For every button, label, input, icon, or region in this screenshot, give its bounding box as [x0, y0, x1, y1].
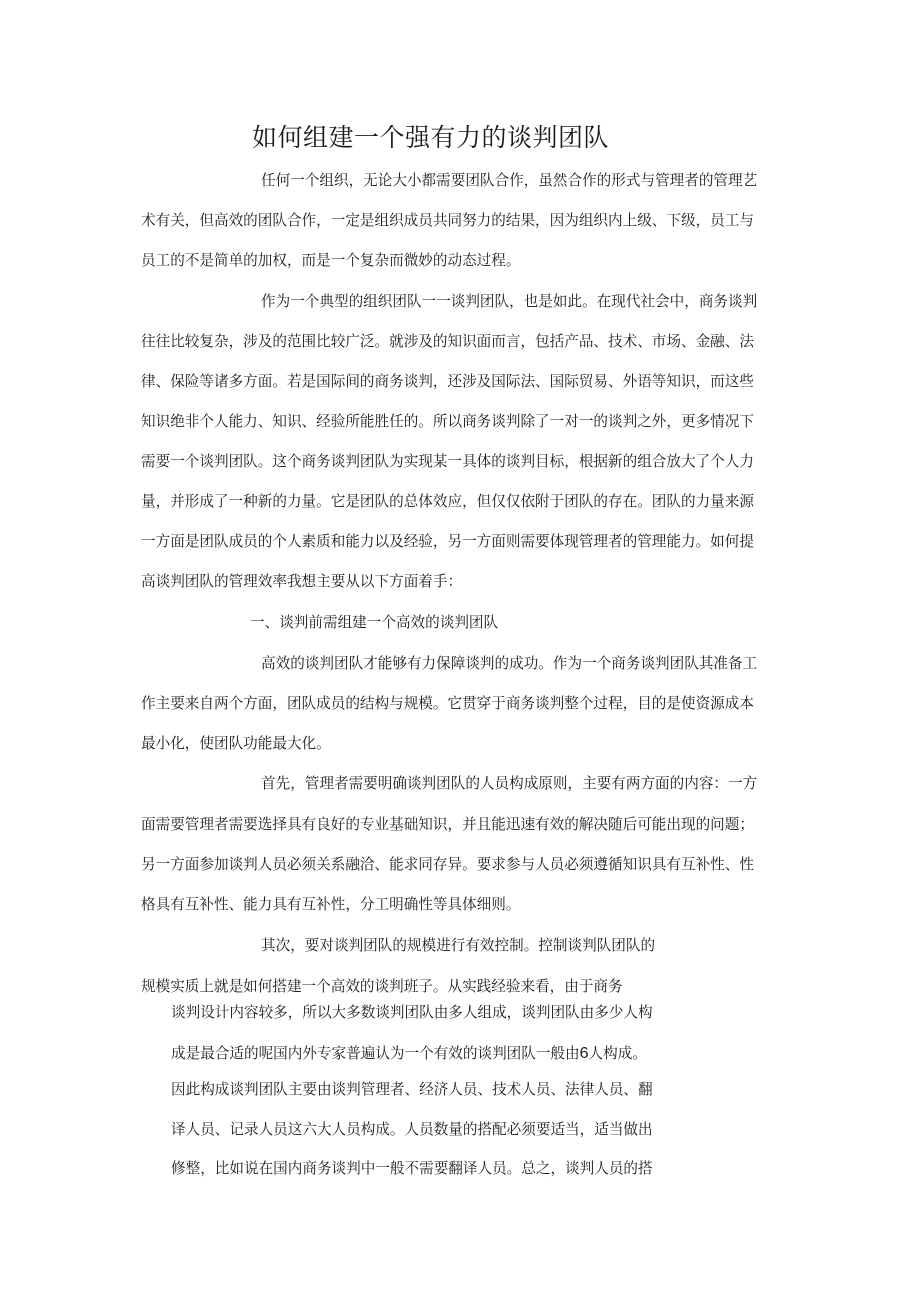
- paragraph-line: 因此构成谈判团队主要由谈判管理者、经济人员、技术人员、法律人员、翻: [171, 1081, 653, 1098]
- paragraph-line: 谈判设计内容较多，所以大多数谈判团队由多人组成，谈判团队由多少人构: [171, 1004, 653, 1021]
- paragraph-line: 面需要管理者需要选择具有良好的专业基础知识，并且能迅速有效的解决随后可能出现的问题；: [141, 816, 754, 833]
- paragraph-line: 任何一个组织，无论大小都需要团队合作，虽然合作的形式与管理者的管理艺: [261, 172, 758, 189]
- paragraph-line: 知识绝非个人能力、知识、经验所能胜任的。所以商务谈判除了一对一的谈判之外，更多情况下: [141, 413, 754, 430]
- paragraph-line: 首先，管理者需要明确谈判团队的人员构成原则，主要有两方面的内容：一方: [261, 775, 758, 792]
- paragraph-line: 作主要来自两个方面，团队成员的结构与规模。它贯穿于商务谈判整个过程，目的是使资源成本: [141, 695, 754, 712]
- paragraph-line: 作为一个典型的组织团队一一谈判团队，也是如此。在现代社会中，商务谈判: [261, 293, 758, 310]
- paragraph-line: [171, 1044, 647, 1064]
- paragraph-line: 格具有互补性、能力具有互补性，分工明确性等具体细则。: [141, 896, 521, 913]
- number-six: 6: [579, 1045, 589, 1062]
- line-text: 人构成。: [588, 1045, 647, 1062]
- paragraph-line: 译人员、记录人员这六大人员构成。人员数量的搭配必须要适当，适当做出: [171, 1121, 653, 1138]
- paragraph-line: 需要一个谈判团队。这个商务谈判团队为实现某一具体的谈判目标，根据新的组合放大了个人力: [141, 453, 754, 470]
- paragraph-line: 术有关，但高效的团队合作，一定是组织成员共同努力的结果，因为组织内上级、下级，员工与: [141, 212, 754, 229]
- paragraph-line: 员工的不是简单的加权，而是一个复杂而微妙的动态过程。: [141, 252, 521, 269]
- paragraph-line: 量，并形成了一种新的力量。它是团队的总体效应，但仅仅依附于团队的存在。团队的力量来源: [141, 493, 754, 510]
- document-title: 如何组建一个强有力的谈判团队: [252, 123, 610, 152]
- paragraph-line: 其次，要对谈判团队的规模进行有效控制。控制谈判队团队的: [261, 937, 656, 954]
- paragraph-line: 另一方面参加谈判人员必须关系融洽、能求同存异。要求参与人员必须遵循知识具有互补性、性: [141, 856, 754, 873]
- section-heading: 一、谈判前需组建一个高效的谈判团队: [250, 614, 499, 631]
- paragraph-line: 修整，比如说在国内商务谈判中一般不需要翻译人员。总之，谈判人员的搭: [171, 1160, 653, 1177]
- paragraph-line: 往往比较复杂，涉及的范围比较广泛。就涉及的知识面而言，包括产品、技术、市场、金融、法: [141, 333, 754, 350]
- paragraph-line: 规模实质上就是如何搭建一个高效的谈判班子。从实践经验来看，由于商务: [141, 978, 623, 995]
- paragraph-line: 一方面是团队成员的个人素质和能力以及经验，另一方面则需要体现管理者的管理能力。如何提: [141, 533, 754, 550]
- paragraph-line: 高效的谈判团队才能够有力保障谈判的成功。作为一个商务谈判团队其准备工: [261, 655, 758, 672]
- paragraph-line: 最小化，使团队功能最大化。: [141, 735, 331, 752]
- paragraph-line: 律、保险等诸多方面。若是国际间的商务谈判，还涉及国际法、国际贸易、外语等知识，而这些: [141, 373, 754, 390]
- line-text: 成是最合适的呢国内外专家普遍认为一个有效的谈判团队一般由: [171, 1045, 580, 1062]
- paragraph-line: 高谈判团队的管理效率我想主要从以下方面着手：: [141, 573, 463, 590]
